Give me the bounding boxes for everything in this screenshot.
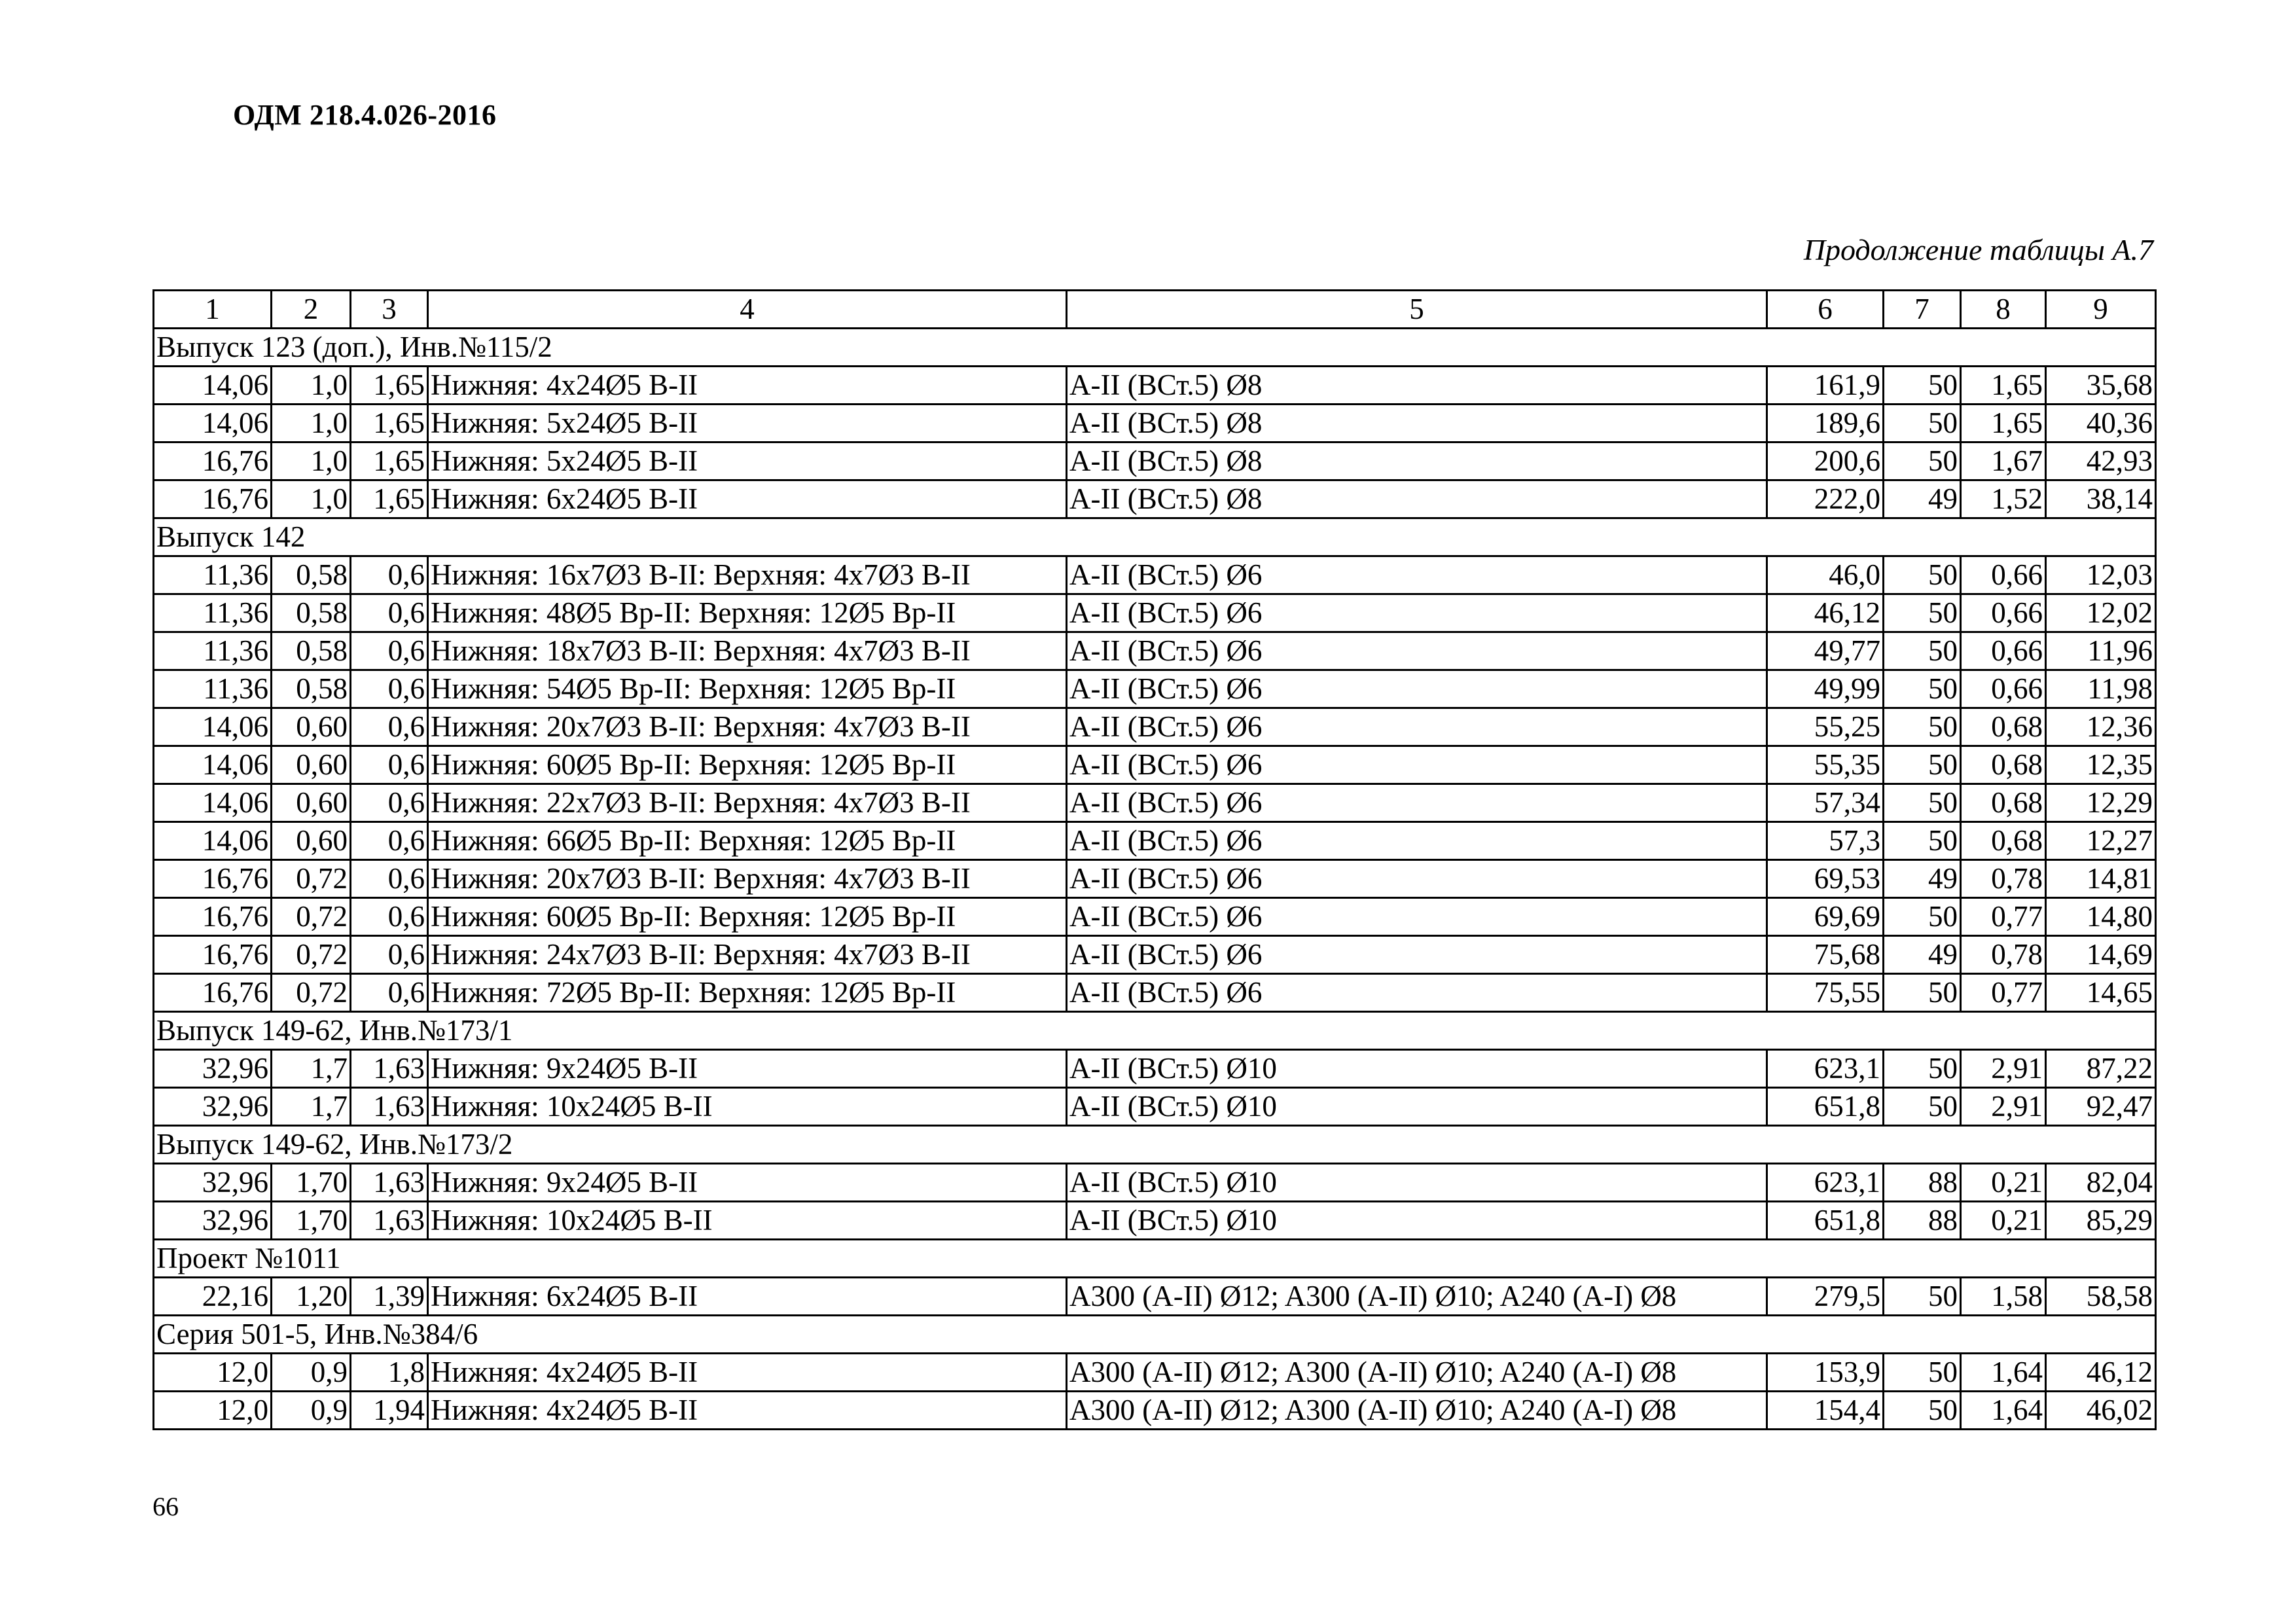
table-cell: 0,68 (1961, 746, 2046, 784)
table-cell: 14,06 (154, 822, 272, 860)
table-cell: A300 (A-II) Ø12; A300 (A-II) Ø10; A240 (A-I) Ø8 (1067, 1392, 1767, 1430)
table-cell: 49 (1884, 480, 1961, 518)
table-cell: 2,91 (1961, 1088, 2046, 1126)
table-cell: 1,52 (1961, 480, 2046, 518)
table-cell: 0,60 (272, 784, 351, 822)
table-cell: 0,72 (272, 898, 351, 936)
table-row (154, 1278, 2156, 1316)
section-header-row (154, 1012, 2156, 1050)
table-cell: 69,53 (1767, 860, 1884, 898)
table-cell: 12,29 (2046, 784, 2156, 822)
table-cell: 0,68 (1961, 708, 2046, 746)
table-cell: 1,0 (272, 405, 351, 442)
table-cell: 40,36 (2046, 405, 2156, 442)
table-row (154, 405, 2156, 442)
table-cell: 0,68 (1961, 784, 2046, 822)
table-row (154, 936, 2156, 974)
table-cell: 0,9 (272, 1354, 351, 1392)
table-cell: 16,76 (154, 898, 272, 936)
table-cell: 22,16 (154, 1278, 272, 1316)
section-title: Выпуск 142 (154, 518, 2156, 556)
table-cell: 0,58 (272, 594, 351, 632)
table-cell: 11,36 (154, 632, 272, 670)
table-cell: 0,72 (272, 936, 351, 974)
table-cell: 0,72 (272, 860, 351, 898)
table-cell: 1,0 (272, 442, 351, 480)
table-cell: A-II (ВСт.5) Ø10 (1067, 1050, 1767, 1088)
table-cell: 12,0 (154, 1392, 272, 1430)
table-cell: 1,65 (1961, 367, 2046, 405)
table-cell: 46,12 (2046, 1354, 2156, 1392)
table-cell: Нижняя: 54Ø5 Вр-II: Верхняя: 12Ø5 Вр-II (428, 670, 1067, 708)
column-header: 5 (1067, 291, 1767, 329)
table-cell: 14,06 (154, 405, 272, 442)
table-cell: A-II (ВСт.5) Ø10 (1067, 1088, 1767, 1126)
section-header-row (154, 1316, 2156, 1354)
section-title: Выпуск 123 (доп.), Инв.№115/2 (154, 329, 2156, 367)
table-cell: 0,68 (1961, 822, 2046, 860)
table-cell: A-II (ВСт.5) Ø6 (1067, 708, 1767, 746)
table-cell: 87,22 (2046, 1050, 2156, 1088)
table-cell: 50 (1884, 898, 1961, 936)
table-cell: 161,9 (1767, 367, 1884, 405)
table-cell: A300 (A-II) Ø12; A300 (A-II) Ø10; A240 (A-I) Ø8 (1067, 1354, 1767, 1392)
table-cell: 42,93 (2046, 442, 2156, 480)
table-cell: Нижняя: 20х7Ø3 В-II: Верхняя: 4х7Ø3 В-II (428, 860, 1067, 898)
table-cell: 1,7 (272, 1088, 351, 1126)
table-cell: 0,66 (1961, 632, 2046, 670)
table-cell: 82,04 (2046, 1164, 2156, 1202)
table-cell: 14,06 (154, 367, 272, 405)
table-cell: 1,63 (351, 1202, 428, 1240)
table-cell: 50 (1884, 1088, 1961, 1126)
table-cell: Нижняя: 10х24Ø5 В-II (428, 1088, 1067, 1126)
table-cell: 0,60 (272, 822, 351, 860)
table-cell: 12,0 (154, 1354, 272, 1392)
table-cell: 14,80 (2046, 898, 2156, 936)
table-row (154, 367, 2156, 405)
table-cell: 1,65 (351, 480, 428, 518)
table-cell: 0,66 (1961, 670, 2046, 708)
table-cell: 1,7 (272, 1050, 351, 1088)
table-cell: A-II (ВСт.5) Ø6 (1067, 594, 1767, 632)
table-cell: 58,58 (2046, 1278, 2156, 1316)
table-cell: 1,94 (351, 1392, 428, 1430)
table-cell: Нижняя: 72Ø5 Вр-II: Верхняя: 12Ø5 Вр-II (428, 974, 1067, 1012)
table-cell: 0,21 (1961, 1164, 2046, 1202)
table-cell: 0,78 (1961, 936, 2046, 974)
table-row (154, 860, 2156, 898)
table-row (154, 898, 2156, 936)
table-cell: A-II (ВСт.5) Ø6 (1067, 860, 1767, 898)
table-cell: A-II (ВСт.5) Ø6 (1067, 898, 1767, 936)
table-cell: 1,63 (351, 1088, 428, 1126)
table-row (154, 594, 2156, 632)
table-cell: 11,36 (154, 556, 272, 594)
section-header-row (154, 1240, 2156, 1278)
table-cell: 0,77 (1961, 898, 2046, 936)
table-cell: 11,36 (154, 670, 272, 708)
table-cell: 55,25 (1767, 708, 1884, 746)
table-cell: 1,64 (1961, 1392, 2046, 1430)
section-header-row (154, 1126, 2156, 1164)
table-cell: Нижняя: 18х7Ø3 В-II: Верхняя: 4х7Ø3 В-II (428, 632, 1067, 670)
table-row (154, 1392, 2156, 1430)
table-body (154, 291, 2156, 1430)
table-row (154, 1354, 2156, 1392)
table-cell: A-II (ВСт.5) Ø6 (1067, 936, 1767, 974)
table-row (154, 480, 2156, 518)
table-cell: 12,36 (2046, 708, 2156, 746)
table-cell: 12,27 (2046, 822, 2156, 860)
table-cell: 0,77 (1961, 974, 2046, 1012)
table-cell: Нижняя: 10х24Ø5 В-II (428, 1202, 1067, 1240)
table-cell: Нижняя: 48Ø5 Вр-II: Верхняя: 12Ø5 Вр-II (428, 594, 1067, 632)
table-cell: 1,65 (351, 442, 428, 480)
section-header-row (154, 518, 2156, 556)
table-cell: 1,20 (272, 1278, 351, 1316)
table-cell: 222,0 (1767, 480, 1884, 518)
section-header-row (154, 329, 2156, 367)
table-row (154, 822, 2156, 860)
table-cell: A-II (ВСт.5) Ø6 (1067, 670, 1767, 708)
table-cell: A-II (ВСт.5) Ø10 (1067, 1164, 1767, 1202)
table-cell: 50 (1884, 1392, 1961, 1430)
table-cell: 0,6 (351, 974, 428, 1012)
table-row (154, 784, 2156, 822)
table-cell: 0,6 (351, 556, 428, 594)
table-cell: 32,96 (154, 1164, 272, 1202)
table-cell: 623,1 (1767, 1050, 1884, 1088)
table-cell: 14,06 (154, 746, 272, 784)
table-cell: A-II (ВСт.5) Ø8 (1067, 480, 1767, 518)
table-cell: Нижняя: 4х24Ø5 В-II (428, 1354, 1067, 1392)
table-cell: 1,39 (351, 1278, 428, 1316)
table-cell: 46,0 (1767, 556, 1884, 594)
table-cell: Нижняя: 4х24Ø5 В-II (428, 367, 1067, 405)
table-cell: 49 (1884, 860, 1961, 898)
table-row (154, 1164, 2156, 1202)
table-cell: Нижняя: 16х7Ø3 В-II: Верхняя: 4х7Ø3 В-II (428, 556, 1067, 594)
table-cell: A300 (A-II) Ø12; A300 (A-II) Ø10; A240 (A-I) Ø8 (1067, 1278, 1767, 1316)
column-header: 2 (272, 291, 351, 329)
table-cell: 0,6 (351, 670, 428, 708)
table-cell: 0,21 (1961, 1202, 2046, 1240)
table-cell: A-II (ВСт.5) Ø6 (1067, 784, 1767, 822)
table-cell: Нижняя: 66Ø5 Вр-II: Верхняя: 12Ø5 Вр-II (428, 822, 1067, 860)
table-cell: 50 (1884, 1050, 1961, 1088)
table-cell: 0,66 (1961, 556, 2046, 594)
table-row (154, 974, 2156, 1012)
table-cell: 46,12 (1767, 594, 1884, 632)
table-cell: A-II (ВСт.5) Ø6 (1067, 974, 1767, 1012)
column-header: 6 (1767, 291, 1884, 329)
table-row (154, 556, 2156, 594)
table-cell: 49,77 (1767, 632, 1884, 670)
table-cell: 57,3 (1767, 822, 1884, 860)
table-cell: A-II (ВСт.5) Ø8 (1067, 367, 1767, 405)
table-cell: 0,66 (1961, 594, 2046, 632)
table-cell: 49,99 (1767, 670, 1884, 708)
table-cell: Нижняя: 4х24Ø5 В-II (428, 1392, 1067, 1430)
table-cell: 14,69 (2046, 936, 2156, 974)
table-cell: A-II (ВСт.5) Ø6 (1067, 556, 1767, 594)
table-cell: 32,96 (154, 1202, 272, 1240)
table-cell: 12,02 (2046, 594, 2156, 632)
table-cell: 1,63 (351, 1164, 428, 1202)
table-cell: 50 (1884, 594, 1961, 632)
table-cell: 0,6 (351, 746, 428, 784)
table-cell: A-II (ВСт.5) Ø6 (1067, 632, 1767, 670)
table-cell: 1,70 (272, 1202, 351, 1240)
table-cell: 0,58 (272, 632, 351, 670)
table-row (154, 1202, 2156, 1240)
table-cell: 92,47 (2046, 1088, 2156, 1126)
table-cell: 0,6 (351, 936, 428, 974)
table-cell: 50 (1884, 556, 1961, 594)
table-cell: A-II (ВСт.5) Ø8 (1067, 405, 1767, 442)
table-cell: 0,78 (1961, 860, 2046, 898)
table-cell: A-II (ВСт.5) Ø6 (1067, 822, 1767, 860)
table-cell: 0,6 (351, 822, 428, 860)
section-title: Выпуск 149-62, Инв.№173/2 (154, 1126, 2156, 1164)
table-cell: 16,76 (154, 860, 272, 898)
table-cell: 1,0 (272, 367, 351, 405)
table-cell: 1,63 (351, 1050, 428, 1088)
column-header: 1 (154, 291, 272, 329)
table-cell: 50 (1884, 746, 1961, 784)
table-cell: 88 (1884, 1202, 1961, 1240)
table-cell: Нижняя: 5х24Ø5 В-II (428, 442, 1067, 480)
table-row (154, 442, 2156, 480)
table-cell: 0,58 (272, 556, 351, 594)
table-cell: 0,6 (351, 860, 428, 898)
table-cell: 12,03 (2046, 556, 2156, 594)
table-cell: Нижняя: 60Ø5 Вр-II: Верхняя: 12Ø5 Вр-II (428, 746, 1067, 784)
table-cell: 11,96 (2046, 632, 2156, 670)
table-cell: 46,02 (2046, 1392, 2156, 1430)
table-cell: 0,6 (351, 594, 428, 632)
table-cell: 1,65 (351, 367, 428, 405)
table-cell: Нижняя: 22х7Ø3 В-II: Верхняя: 4х7Ø3 В-II (428, 784, 1067, 822)
table-cell: 1,8 (351, 1354, 428, 1392)
table-cell: 50 (1884, 367, 1961, 405)
table-cell: 16,76 (154, 974, 272, 1012)
table-header-row (154, 291, 2156, 329)
table-cell: 32,96 (154, 1088, 272, 1126)
table-cell: 0,60 (272, 746, 351, 784)
table-cell: 11,36 (154, 594, 272, 632)
table-row (154, 632, 2156, 670)
table-cell: 0,58 (272, 670, 351, 708)
table-cell: 75,55 (1767, 974, 1884, 1012)
table-cell: 1,70 (272, 1164, 351, 1202)
table-cell: 75,68 (1767, 936, 1884, 974)
table-row (154, 708, 2156, 746)
table-cell: 1,0 (272, 480, 351, 518)
table-cell: 200,6 (1767, 442, 1884, 480)
table-cell: 50 (1884, 632, 1961, 670)
table-cell: 88 (1884, 1164, 1961, 1202)
table-cell: 1,64 (1961, 1354, 2046, 1392)
table-cell: 2,91 (1961, 1050, 2046, 1088)
table-cell: 623,1 (1767, 1164, 1884, 1202)
table-cell: 14,06 (154, 708, 272, 746)
table-cell: 50 (1884, 442, 1961, 480)
section-title: Проект №1011 (154, 1240, 2156, 1278)
table-cell: 16,76 (154, 480, 272, 518)
table-cell: 154,4 (1767, 1392, 1884, 1430)
table-cell: 35,68 (2046, 367, 2156, 405)
table-cell: 32,96 (154, 1050, 272, 1088)
table-cell: 1,65 (1961, 405, 2046, 442)
column-header: 7 (1884, 291, 1961, 329)
table-row (154, 746, 2156, 784)
table-cell: Нижняя: 60Ø5 Вр-II: Верхняя: 12Ø5 Вр-II (428, 898, 1067, 936)
table-cell: 50 (1884, 1278, 1961, 1316)
table-cell: A-II (ВСт.5) Ø6 (1067, 746, 1767, 784)
table-cell: 14,81 (2046, 860, 2156, 898)
table-cell: 55,35 (1767, 746, 1884, 784)
table-row (154, 670, 2156, 708)
table-cell: Нижняя: 6х24Ø5 В-II (428, 1278, 1067, 1316)
table-cell: 189,6 (1767, 405, 1884, 442)
page-number: 66 (152, 1492, 179, 1521)
table-cell: Нижняя: 6х24Ø5 В-II (428, 480, 1067, 518)
table-cell: 38,14 (2046, 480, 2156, 518)
table-cell: 0,6 (351, 784, 428, 822)
table-cell: 0,60 (272, 708, 351, 746)
table-cell: 279,5 (1767, 1278, 1884, 1316)
document-code: ОДМ 218.4.026-2016 (233, 99, 497, 131)
table-cell: 1,67 (1961, 442, 2046, 480)
table-cell: Нижняя: 5х24Ø5 В-II (428, 405, 1067, 442)
column-header: 3 (351, 291, 428, 329)
table-cell: 14,06 (154, 784, 272, 822)
table-cell: 49 (1884, 936, 1961, 974)
table-cell: A-II (ВСт.5) Ø8 (1067, 442, 1767, 480)
column-header: 4 (428, 291, 1067, 329)
table-cell: 1,65 (351, 405, 428, 442)
table-row (154, 1088, 2156, 1126)
table-cell: 85,29 (2046, 1202, 2156, 1240)
table-cell: Нижняя: 9х24Ø5 В-II (428, 1164, 1067, 1202)
table-cell: 50 (1884, 784, 1961, 822)
section-title: Выпуск 149-62, Инв.№173/1 (154, 1012, 2156, 1050)
table-cell: 0,72 (272, 974, 351, 1012)
data-table (152, 289, 2157, 1430)
table-cell: 69,69 (1767, 898, 1884, 936)
table-cell: 153,9 (1767, 1354, 1884, 1392)
table-cell: 11,98 (2046, 670, 2156, 708)
table-cell: 50 (1884, 1354, 1961, 1392)
table-cell: Нижняя: 24х7Ø3 В-II: Верхняя: 4х7Ø3 В-II (428, 936, 1067, 974)
table-cell: 0,6 (351, 632, 428, 670)
section-title: Серия 501-5, Инв.№384/6 (154, 1316, 2156, 1354)
table-cell: 50 (1884, 708, 1961, 746)
table-cell: 50 (1884, 822, 1961, 860)
table-cell: 0,6 (351, 898, 428, 936)
table-cell: 12,35 (2046, 746, 2156, 784)
table-row (154, 1050, 2156, 1088)
table-cell: 16,76 (154, 442, 272, 480)
table-cell: 1,58 (1961, 1278, 2046, 1316)
table-cell: 0,9 (272, 1392, 351, 1430)
table-cell: 50 (1884, 670, 1961, 708)
table-cell: 0,6 (351, 708, 428, 746)
table-cell: 14,65 (2046, 974, 2156, 1012)
table-cell: 50 (1884, 974, 1961, 1012)
table-cell: 57,34 (1767, 784, 1884, 822)
table-cell: 651,8 (1767, 1088, 1884, 1126)
table-cell: 50 (1884, 405, 1961, 442)
column-header: 8 (1961, 291, 2046, 329)
table-cell: 651,8 (1767, 1202, 1884, 1240)
table-continuation-label: Продолжение таблицы А.7 (1803, 233, 2153, 266)
table-cell: A-II (ВСт.5) Ø10 (1067, 1202, 1767, 1240)
table-cell: Нижняя: 20х7Ø3 В-II: Верхняя: 4х7Ø3 В-II (428, 708, 1067, 746)
column-header: 9 (2046, 291, 2156, 329)
table-cell: Нижняя: 9х24Ø5 В-II (428, 1050, 1067, 1088)
table-cell: 16,76 (154, 936, 272, 974)
